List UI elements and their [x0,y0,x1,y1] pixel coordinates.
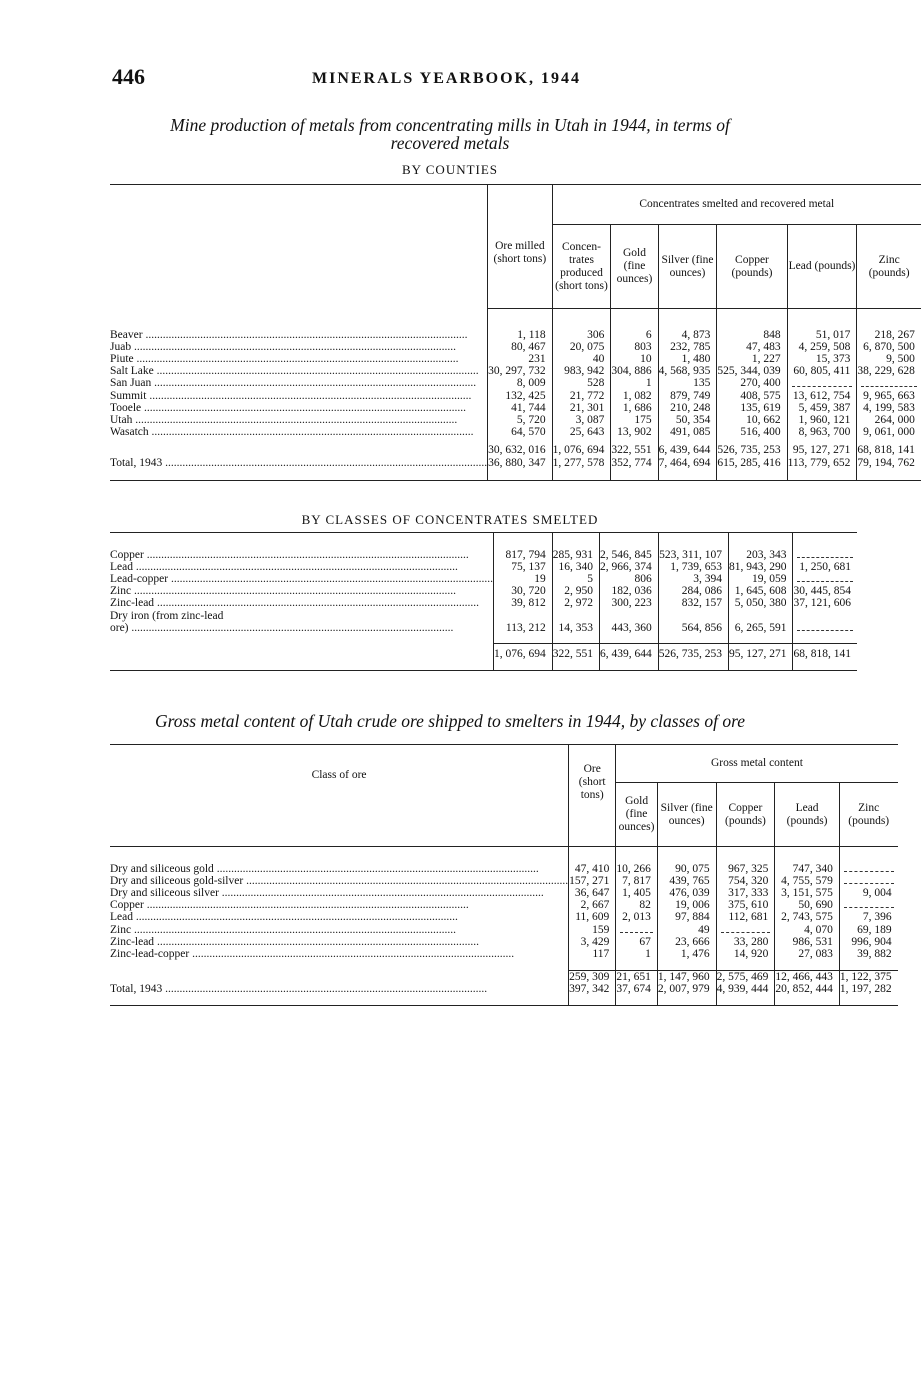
table-cell: 1, 118 [488,329,553,341]
table-cell: 408, 575 [717,390,787,402]
table-cell: 30, 632, 016 [488,444,553,456]
table-cell: 5, 050, 380 [728,597,793,609]
table-cell [552,610,599,622]
row-label [110,970,569,983]
table-row [110,970,898,983]
row-label: Dry iron (from zinc-lead [110,609,224,622]
row-label: ore) ..... [110,622,493,634]
table-cell: 132, 425 [488,390,553,402]
row-label: Lead-copper ..... [110,573,493,585]
table-cell: 2, 667 [569,899,616,911]
table-cell: 50, 354 [658,414,717,426]
table-cell [787,377,857,389]
table-cell: 231 [488,353,553,365]
table-cell: 23, 666 [657,936,716,948]
table-row [110,402,921,414]
table-cell: 25, 643 [552,426,611,438]
table-cell: 300, 223 [599,597,658,609]
t1-col-copper: Copper (pounds) [717,225,787,309]
row-label: Zinc-lead ..... [110,597,493,609]
table-cell: 5, 720 [488,414,553,426]
table-cell: 3, 087 [552,414,611,426]
table-row [110,899,898,911]
table-cell: 82 [616,899,658,911]
row-label: Dry and siliceous silver ..... [110,887,569,899]
table-row [110,948,898,960]
table-cell: 68, 818, 141 [793,644,857,661]
row-label [110,444,488,456]
table1-subtitle2: BY CLASSES OF CONCENTRATES SMELTED [301,512,599,527]
page-number: 446 [112,64,145,89]
table-cell: 36, 880, 347 [488,457,553,469]
table-cell: 6, 439, 644 [658,444,717,456]
table-cell: 38, 229, 628 [857,365,921,377]
table2-title: Gross metal content of Utah crude ore shipped to smelters in 1944, by classes of ore [154,711,746,731]
table-cell: 97, 884 [657,911,716,923]
table-cell: 523, 311, 107 [658,549,728,561]
table-cell: 817, 794 [493,549,552,561]
table-cell: 754, 320 [716,875,775,887]
table-cell [839,899,897,911]
table-cell: 2, 575, 469 [716,970,775,983]
table-cell: 40 [552,353,611,365]
row-label: Beaver ..... [110,329,488,341]
t1-col-zinc: Zinc (pounds) [857,225,921,309]
table-cell: 1, 122, 375 [839,970,897,983]
table-cell: 528 [552,377,611,389]
row-label: Zinc-lead ..... [110,936,569,948]
table-cell: 68, 818, 141 [857,444,921,456]
table-row [110,875,898,887]
table-cell: 81, 943, 290 [728,561,793,573]
table-cell: 157, 271 [569,875,616,887]
row-label: Dry and siliceous gold-silver ..... [110,875,569,887]
table-cell: 50, 690 [775,899,840,911]
table-cell: 1, 277, 578 [552,457,611,469]
table-cell [658,610,728,622]
table-cell: 1, 076, 694 [552,444,611,456]
table-cell: 803 [611,341,658,353]
table-cell: 30, 445, 854 [793,585,857,597]
table-cell: 284, 086 [658,585,728,597]
table-cell [839,863,897,875]
table-cell: 14, 353 [552,622,599,634]
table-cell: 2, 950 [552,585,599,597]
table-cell: 4, 199, 583 [857,402,921,414]
table-cell: 848 [717,329,787,341]
t2-col-zinc: Zinc (pounds) [839,783,897,847]
table-row [110,911,898,923]
table-cell: 322, 551 [552,644,599,661]
row-label [110,644,493,661]
table-cell: 1 [616,948,658,960]
table-cell: 1, 227 [717,353,787,365]
row-label: Zinc ..... [110,585,493,597]
row-label: Summit ..... [110,390,488,402]
table-cell: 64, 570 [488,426,553,438]
table-cell: 135, 619 [717,402,787,414]
table-cell: 36, 647 [569,887,616,899]
row-label: Zinc-lead-copper ..... [110,948,569,960]
table-row [110,983,898,995]
table-cell: 2, 743, 575 [775,911,840,923]
table-row [110,390,921,402]
table1-title-line1: Mine production of metals from concentrating mills in Utah in 1944, in terms of [170,115,730,135]
table-cell: 967, 325 [716,863,775,875]
table-cell: 1, 250, 681 [793,561,857,573]
row-label: Lead ..... [110,911,569,923]
table-cell [793,549,857,561]
t1-group-header: Concentrates smelted and recovered metal [552,185,921,225]
table-cell: 37, 674 [616,983,658,995]
table-cell: 6 [611,329,658,341]
table-cell: 9, 500 [857,353,921,365]
table-cell [493,610,552,622]
running-title: MINERALS YEARBOOK, 1944 [312,70,581,87]
table-cell: 1, 480 [658,353,717,365]
table-cell: 12, 466, 443 [775,970,840,983]
table1-classes [110,532,857,671]
table-cell: 9, 965, 663 [857,390,921,402]
table-cell: 14, 920 [716,948,775,960]
t1-col-gold: Gold (fine ounces) [611,225,658,309]
table-cell [716,924,775,936]
table-cell: 113, 779, 652 [787,457,857,469]
table-row [110,887,898,899]
table-cell: 95, 127, 271 [787,444,857,456]
table-cell: 7, 817 [616,875,658,887]
row-label: Utah ..... [110,414,488,426]
table-cell: 6, 870, 500 [857,341,921,353]
t1-col-lead: Lead (pounds) [787,225,857,309]
table-cell: 39, 812 [493,597,552,609]
table-cell: 1, 082 [611,390,658,402]
table-cell [857,377,921,389]
table-cell: 13, 612, 754 [787,390,857,402]
t1-label-header [110,185,488,309]
row-label: Juab ..... [110,341,488,353]
table-cell: 476, 039 [657,887,716,899]
table-cell: 7, 464, 694 [658,457,717,469]
table-cell: 113, 212 [493,622,552,634]
table-cell [793,573,857,585]
table-cell: 9, 004 [839,887,897,899]
table-cell: 13, 902 [611,426,658,438]
table-cell: 182, 036 [599,585,658,597]
table-cell: 19, 059 [728,573,793,585]
table-row [110,622,857,634]
table-cell: 4, 259, 508 [787,341,857,353]
table-cell: 112, 681 [716,911,775,923]
table2 [110,744,898,1006]
table-cell: 232, 785 [658,341,717,353]
table-cell: 4, 939, 444 [716,983,775,995]
table-cell: 37, 121, 606 [793,597,857,609]
table-cell: 564, 856 [658,622,728,634]
t1-col-silver: Silver (fine ounces) [658,225,717,309]
table-cell: 491, 085 [658,426,717,438]
table-cell: 526, 735, 253 [658,644,728,661]
t2-col-lead: Lead (pounds) [775,783,840,847]
table-cell: 1, 476 [657,948,716,960]
table-cell: 1, 645, 608 [728,585,793,597]
table-cell: 2, 546, 845 [599,549,658,561]
table-cell: 879, 749 [658,390,717,402]
table-cell [616,924,658,936]
table-cell: 79, 194, 762 [857,457,921,469]
table-cell [728,610,793,622]
table-cell: 443, 360 [599,622,658,634]
table-cell: 67 [616,936,658,948]
table-cell: 69, 189 [839,924,897,936]
table-cell: 9, 061, 000 [857,426,921,438]
row-label: Dry and siliceous gold ..... [110,863,569,875]
table-cell: 615, 285, 416 [717,457,787,469]
table-cell: 11, 609 [569,911,616,923]
t2-col-ore: Ore (short tons) [569,745,616,847]
row-label: Copper ..... [110,549,493,561]
table-cell: 1 [611,377,658,389]
table1-title-line2: recovered metals [390,133,510,153]
table-cell: 10 [611,353,658,365]
table-cell: 1, 076, 694 [493,644,552,661]
table-cell: 832, 157 [658,597,728,609]
table-cell: 1, 147, 960 [657,970,716,983]
table-cell: 1, 197, 282 [839,983,897,995]
table-cell: 210, 248 [658,402,717,414]
table-cell: 322, 551 [611,444,658,456]
table-cell: 375, 610 [716,899,775,911]
table-row [110,457,921,469]
table-cell: 2, 007, 979 [657,983,716,995]
table-cell: 2, 966, 374 [599,561,658,573]
table-cell [839,875,897,887]
table-cell: 21, 651 [616,970,658,983]
t1-col-conc: Concen- trates produced (short tons) [552,225,611,309]
row-label: Copper ..... [110,899,569,911]
table-cell: 10, 662 [717,414,787,426]
t2-group-header: Gross metal content [616,745,898,783]
table-row [110,444,921,456]
table-cell: 75, 137 [493,561,552,573]
table-row [110,924,898,936]
table-cell: 3, 429 [569,936,616,948]
table-row [110,549,857,561]
table-cell: 2, 972 [552,597,599,609]
table-cell: 983, 942 [552,365,611,377]
table-cell: 95, 127, 271 [728,644,793,661]
table-row [110,644,857,661]
table-cell: 6, 265, 591 [728,622,793,634]
table-cell: 5, 459, 387 [787,402,857,414]
table-cell: 1, 739, 653 [658,561,728,573]
table-cell: 7, 396 [839,911,897,923]
table-cell: 986, 531 [775,936,840,948]
table-cell: 16, 340 [552,561,599,573]
table-cell: 30, 297, 732 [488,365,553,377]
table-row [110,365,921,377]
table-cell: 304, 886 [611,365,658,377]
table-row [110,610,857,622]
row-label: Total, 1943 ..... [110,983,569,995]
table-cell: 3, 394 [658,573,728,585]
row-label: Lead ..... [110,561,493,573]
table-cell: 264, 000 [857,414,921,426]
row-label: Tooele ..... [110,402,488,414]
table-cell: 90, 075 [657,863,716,875]
table-cell: 3, 151, 575 [775,887,840,899]
row-label: Salt Lake ..... [110,365,488,377]
table-cell: 218, 267 [857,329,921,341]
table-row [110,414,921,426]
table1 [110,184,921,481]
table-cell: 4, 568, 935 [658,365,717,377]
table-cell: 525, 344, 039 [717,365,787,377]
table-cell: 41, 744 [488,402,553,414]
table-cell: 175 [611,414,658,426]
table-row [110,597,857,609]
table-cell: 397, 342 [569,983,616,995]
table-cell: 30, 720 [493,585,552,597]
table-cell: 10, 266 [616,863,658,875]
t2-col-silver: Silver (fine ounces) [657,783,716,847]
row-label: Wasatch ..... [110,426,488,438]
table-cell: 117 [569,948,616,960]
row-label: Piute ..... [110,353,488,365]
table-cell: 47, 410 [569,863,616,875]
table-cell: 27, 083 [775,948,840,960]
table-cell: 47, 483 [717,341,787,353]
table-cell: 33, 280 [716,936,775,948]
table-row [110,863,898,875]
table-cell [793,610,857,622]
table-cell: 5 [552,573,599,585]
table-cell: 1, 405 [616,887,658,899]
table1-subtitle: BY COUNTIES [401,162,499,177]
table-row [110,561,857,573]
table-cell: 39, 882 [839,948,897,960]
table-cell: 806 [599,573,658,585]
t2-col-copper: Copper (pounds) [716,783,775,847]
table-cell: 15, 373 [787,353,857,365]
table-cell: 80, 467 [488,341,553,353]
table-cell [599,610,658,622]
table-cell: 526, 735, 253 [717,444,787,456]
t2-col-gold: Gold (fine ounces) [616,783,658,847]
table-cell: 60, 805, 411 [787,365,857,377]
table-cell: 159 [569,924,616,936]
table-cell: 1, 960, 121 [787,414,857,426]
table-cell: 19, 006 [657,899,716,911]
table-row [110,936,898,948]
table-cell: 747, 340 [775,863,840,875]
table-row [110,353,921,365]
table-cell: 1, 686 [611,402,658,414]
table-cell: 21, 301 [552,402,611,414]
table-cell: 996, 904 [839,936,897,948]
table-cell: 203, 343 [728,549,793,561]
table-cell: 49 [657,924,716,936]
table-row [110,329,921,341]
table-cell: 6, 439, 644 [599,644,658,661]
table-row [110,341,921,353]
table-cell [793,622,857,634]
table-cell: 439, 765 [657,875,716,887]
table-row [110,426,921,438]
table-cell: 285, 931 [552,549,599,561]
table-cell: 8, 963, 700 [787,426,857,438]
table-cell: 259, 309 [569,970,616,983]
table-cell: 20, 852, 444 [775,983,840,995]
row-label: Total, 1943 ..... [110,457,488,469]
table-cell: 21, 772 [552,390,611,402]
t2-col-class: Class of ore [110,745,569,847]
table-cell: 4, 755, 579 [775,875,840,887]
t1-col-ore: Ore milled (short tons) [488,185,553,309]
table-cell: 51, 017 [787,329,857,341]
table-cell: 317, 333 [716,887,775,899]
table-cell: 516, 400 [717,426,787,438]
row-label: Zinc ..... [110,924,569,936]
table-cell: 4, 873 [658,329,717,341]
table-cell: 2, 013 [616,911,658,923]
table-cell: 8, 009 [488,377,553,389]
row-label: San Juan ..... [110,377,488,389]
table-row [110,377,921,389]
table-row [110,585,857,597]
table-cell: 306 [552,329,611,341]
table-cell: 20, 075 [552,341,611,353]
table-cell: 19 [493,573,552,585]
table-row [110,573,857,585]
table-cell: 4, 070 [775,924,840,936]
table-cell: 270, 400 [717,377,787,389]
table-cell: 352, 774 [611,457,658,469]
table-cell: 135 [658,377,717,389]
